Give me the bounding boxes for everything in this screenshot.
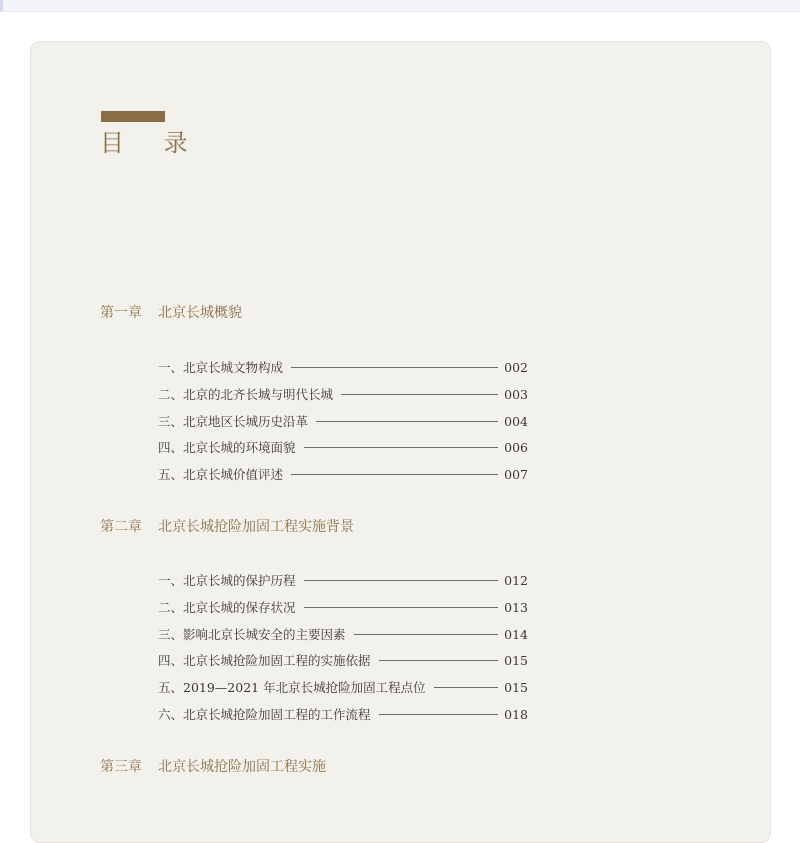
leader-line: [304, 580, 499, 581]
toc-page-number: 002: [504, 359, 528, 375]
viewer-top-bar: [0, 0, 800, 12]
chapter-number: 第二章: [100, 519, 142, 535]
toc-entry[interactable]: [158, 624, 528, 644]
title-decoration-bar: [101, 111, 165, 122]
toc-entry-label: 三、影响北京长城安全的主要因素: [158, 627, 346, 642]
leader-line: [291, 367, 498, 368]
leader-line: [379, 660, 499, 661]
toc-entry-label: 五、北京长城价值评述: [158, 467, 284, 482]
chapter-heading[interactable]: [100, 516, 354, 538]
chapter-heading[interactable]: [100, 302, 242, 324]
leader-line: [379, 714, 499, 715]
toc-page-number: 018: [504, 706, 528, 722]
toc-entry[interactable]: [158, 704, 528, 724]
toc-page-number: 003: [504, 386, 528, 402]
toc-page-number: 014: [504, 626, 528, 642]
toc-entry-label: 一、北京长城的保护历程: [158, 573, 296, 588]
leader-line: [304, 447, 499, 448]
toc-entry-label: 一、北京长城文物构成: [158, 360, 284, 375]
leader-line: [291, 474, 498, 475]
toc-entry[interactable]: [158, 570, 528, 590]
top-bar-accent: [0, 0, 3, 11]
chapter-number: 第三章: [100, 759, 142, 775]
toc-entry[interactable]: [158, 437, 528, 457]
toc-entry[interactable]: [158, 384, 528, 404]
toc-entry-label: 四、北京长城的环境面貌: [158, 440, 296, 455]
chapter-title: 北京长城抢险加固工程实施背景: [158, 519, 354, 535]
toc-page-number: 012: [504, 572, 528, 588]
page-title: 目 录: [100, 129, 204, 157]
leader-line: [316, 421, 498, 422]
leader-line: [341, 394, 498, 395]
document-page: [30, 41, 771, 843]
chapter-title: 北京长城概貌: [158, 305, 242, 321]
toc-entry[interactable]: [158, 677, 528, 697]
toc-page-number: 015: [504, 652, 528, 668]
toc-entry-label: 二、北京长城的保存状况: [158, 600, 296, 615]
chapter-title: 北京长城抢险加固工程实施: [158, 759, 326, 775]
toc-entry[interactable]: [158, 597, 528, 617]
chapter-heading[interactable]: [100, 756, 326, 778]
toc-page-number: 004: [504, 413, 528, 429]
chapter-number: 第一章: [100, 305, 142, 321]
toc-page-number: 006: [504, 439, 528, 455]
toc-entry-label: 四、北京长城抢险加固工程的实施依据: [158, 653, 371, 668]
toc-page-number: 013: [504, 599, 528, 615]
toc-page-number: 015: [504, 679, 528, 695]
toc-entry[interactable]: [158, 357, 528, 377]
toc-entry[interactable]: [158, 411, 528, 431]
toc-entry-label: 五、2019—2021 年北京长城抢险加固工程点位: [158, 680, 426, 695]
toc-entry-label: 二、北京的北齐长城与明代长城: [158, 387, 334, 402]
leader-line: [434, 687, 499, 688]
toc-entry[interactable]: [158, 650, 528, 670]
toc-entry[interactable]: [158, 464, 528, 484]
toc-page-number: 007: [504, 466, 528, 482]
leader-line: [304, 607, 499, 608]
leader-line: [354, 634, 499, 635]
toc-entry-label: 六、北京长城抢险加固工程的工作流程: [158, 707, 371, 722]
toc-entry-label: 三、北京地区长城历史沿革: [158, 414, 309, 429]
